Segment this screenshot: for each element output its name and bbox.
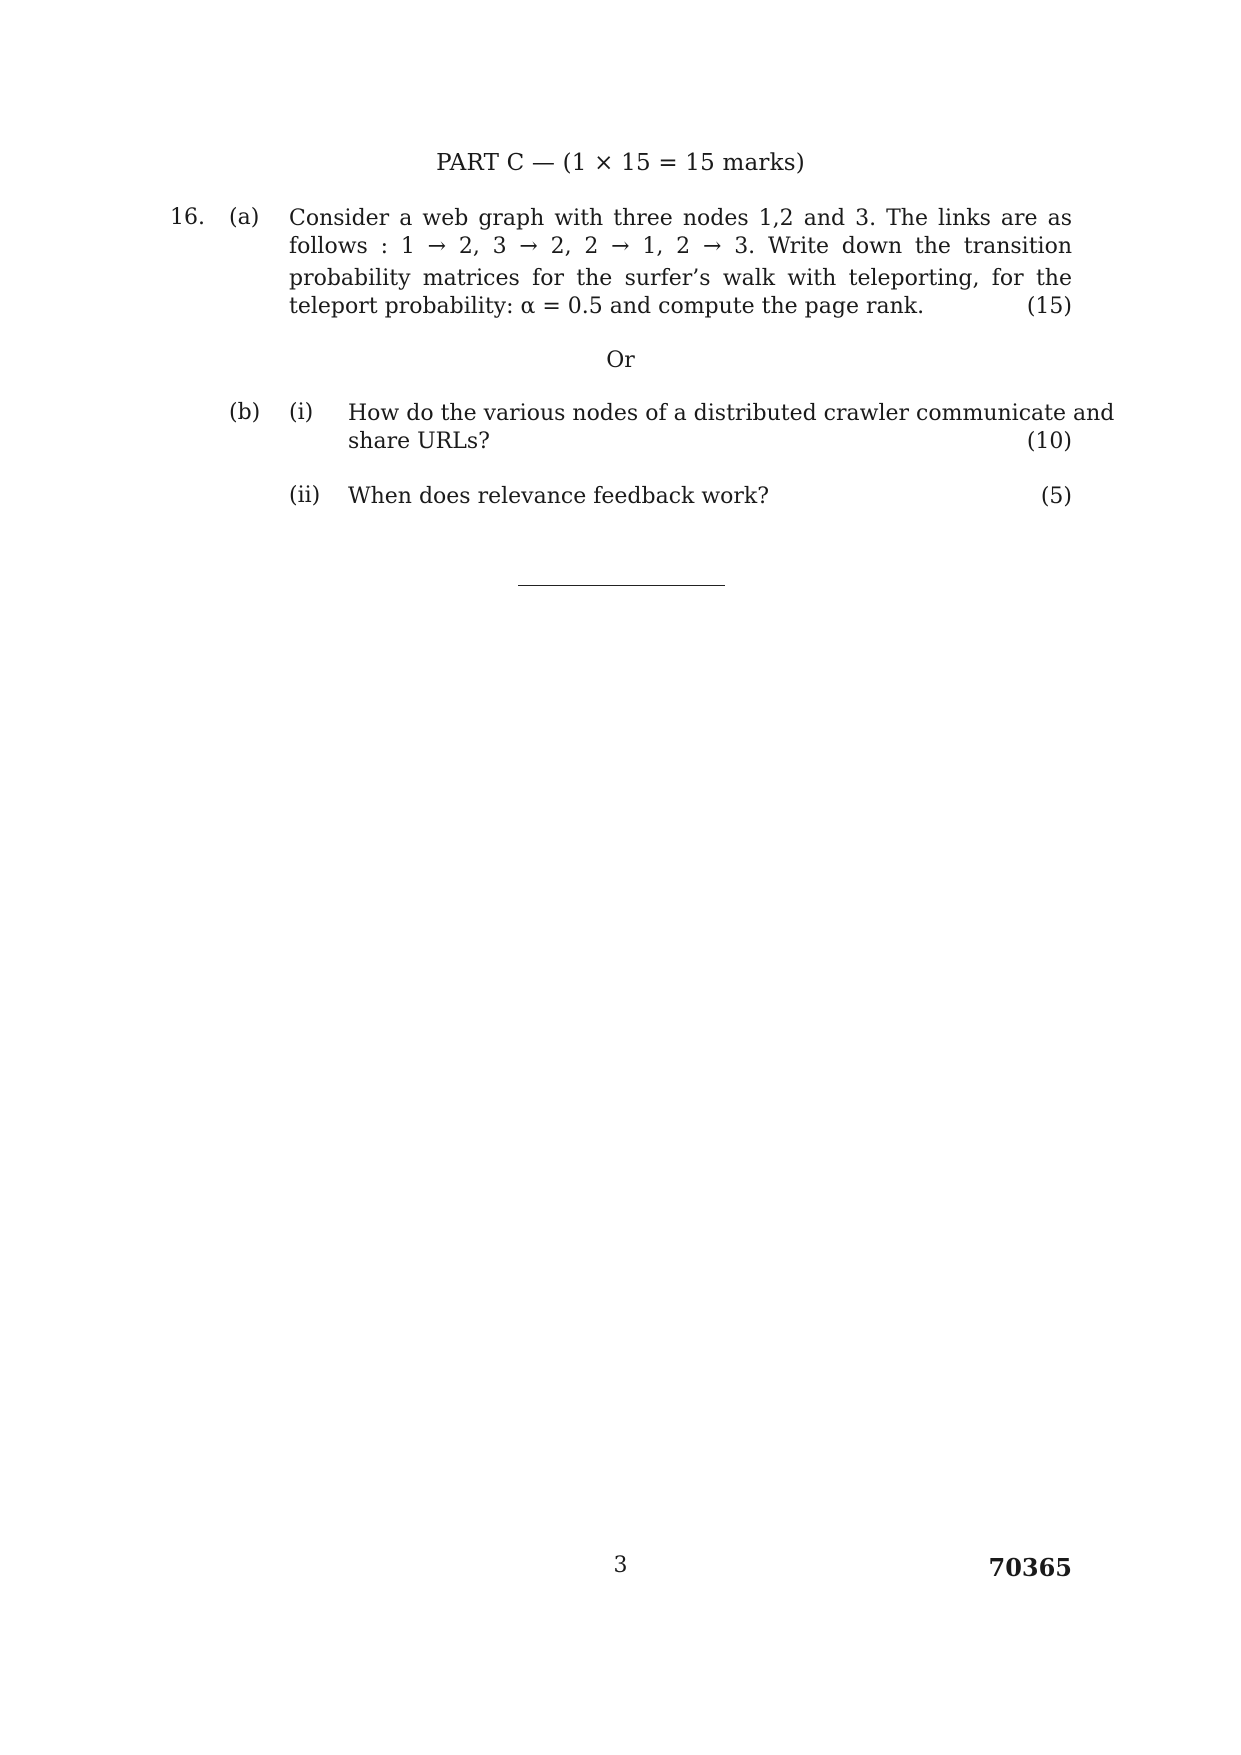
part-b-ii-text <box>348 483 1072 511</box>
part-a-line-4: teleport probability: α = 0.5 and compute the page rank. <box>289 294 925 319</box>
part-a-line-3: probability matrices for the surfer’s walk with teleporting, for the <box>289 266 1072 291</box>
part-a-line-1: Consider a web graph with three nodes 1,2 and 3. The links are as <box>289 206 1072 231</box>
part-a-last-line <box>289 293 1072 321</box>
part-heading: PART C — (1 × 15 = 15 marks) <box>436 150 805 176</box>
part-a-label: (a) <box>229 205 260 230</box>
or-separator: Or <box>606 348 635 373</box>
part-b-ii-line <box>348 483 1072 511</box>
part-b-i-line-2: share URLs? <box>348 429 490 454</box>
end-rule <box>518 585 725 586</box>
part-a-line-2: follows : 1 → 2, 3 → 2, 2 → 1, 2 → 3. Write down the transition <box>289 234 1072 259</box>
paper-code: 70365 <box>988 1553 1072 1582</box>
part-a-marks: (15) <box>1026 294 1072 319</box>
part-b-ii-marks: (5) <box>1040 484 1072 509</box>
part-b-ii-label: (ii) <box>289 483 321 508</box>
part-b-i-last-line <box>348 428 1072 456</box>
part-b-i-text <box>348 400 1115 456</box>
part-a-text <box>289 205 1072 321</box>
part-b-ii-question: When does relevance feedback work? <box>348 484 770 509</box>
part-b-i-line-1: How do the various nodes of a distributed crawler communicate and <box>348 401 1115 426</box>
page-number: 3 <box>613 1553 628 1578</box>
part-b-i-marks: (10) <box>1026 429 1072 454</box>
part-b-i-label: (i) <box>289 400 314 425</box>
part-b-label: (b) <box>229 400 261 425</box>
question-number: 16. <box>170 205 205 230</box>
